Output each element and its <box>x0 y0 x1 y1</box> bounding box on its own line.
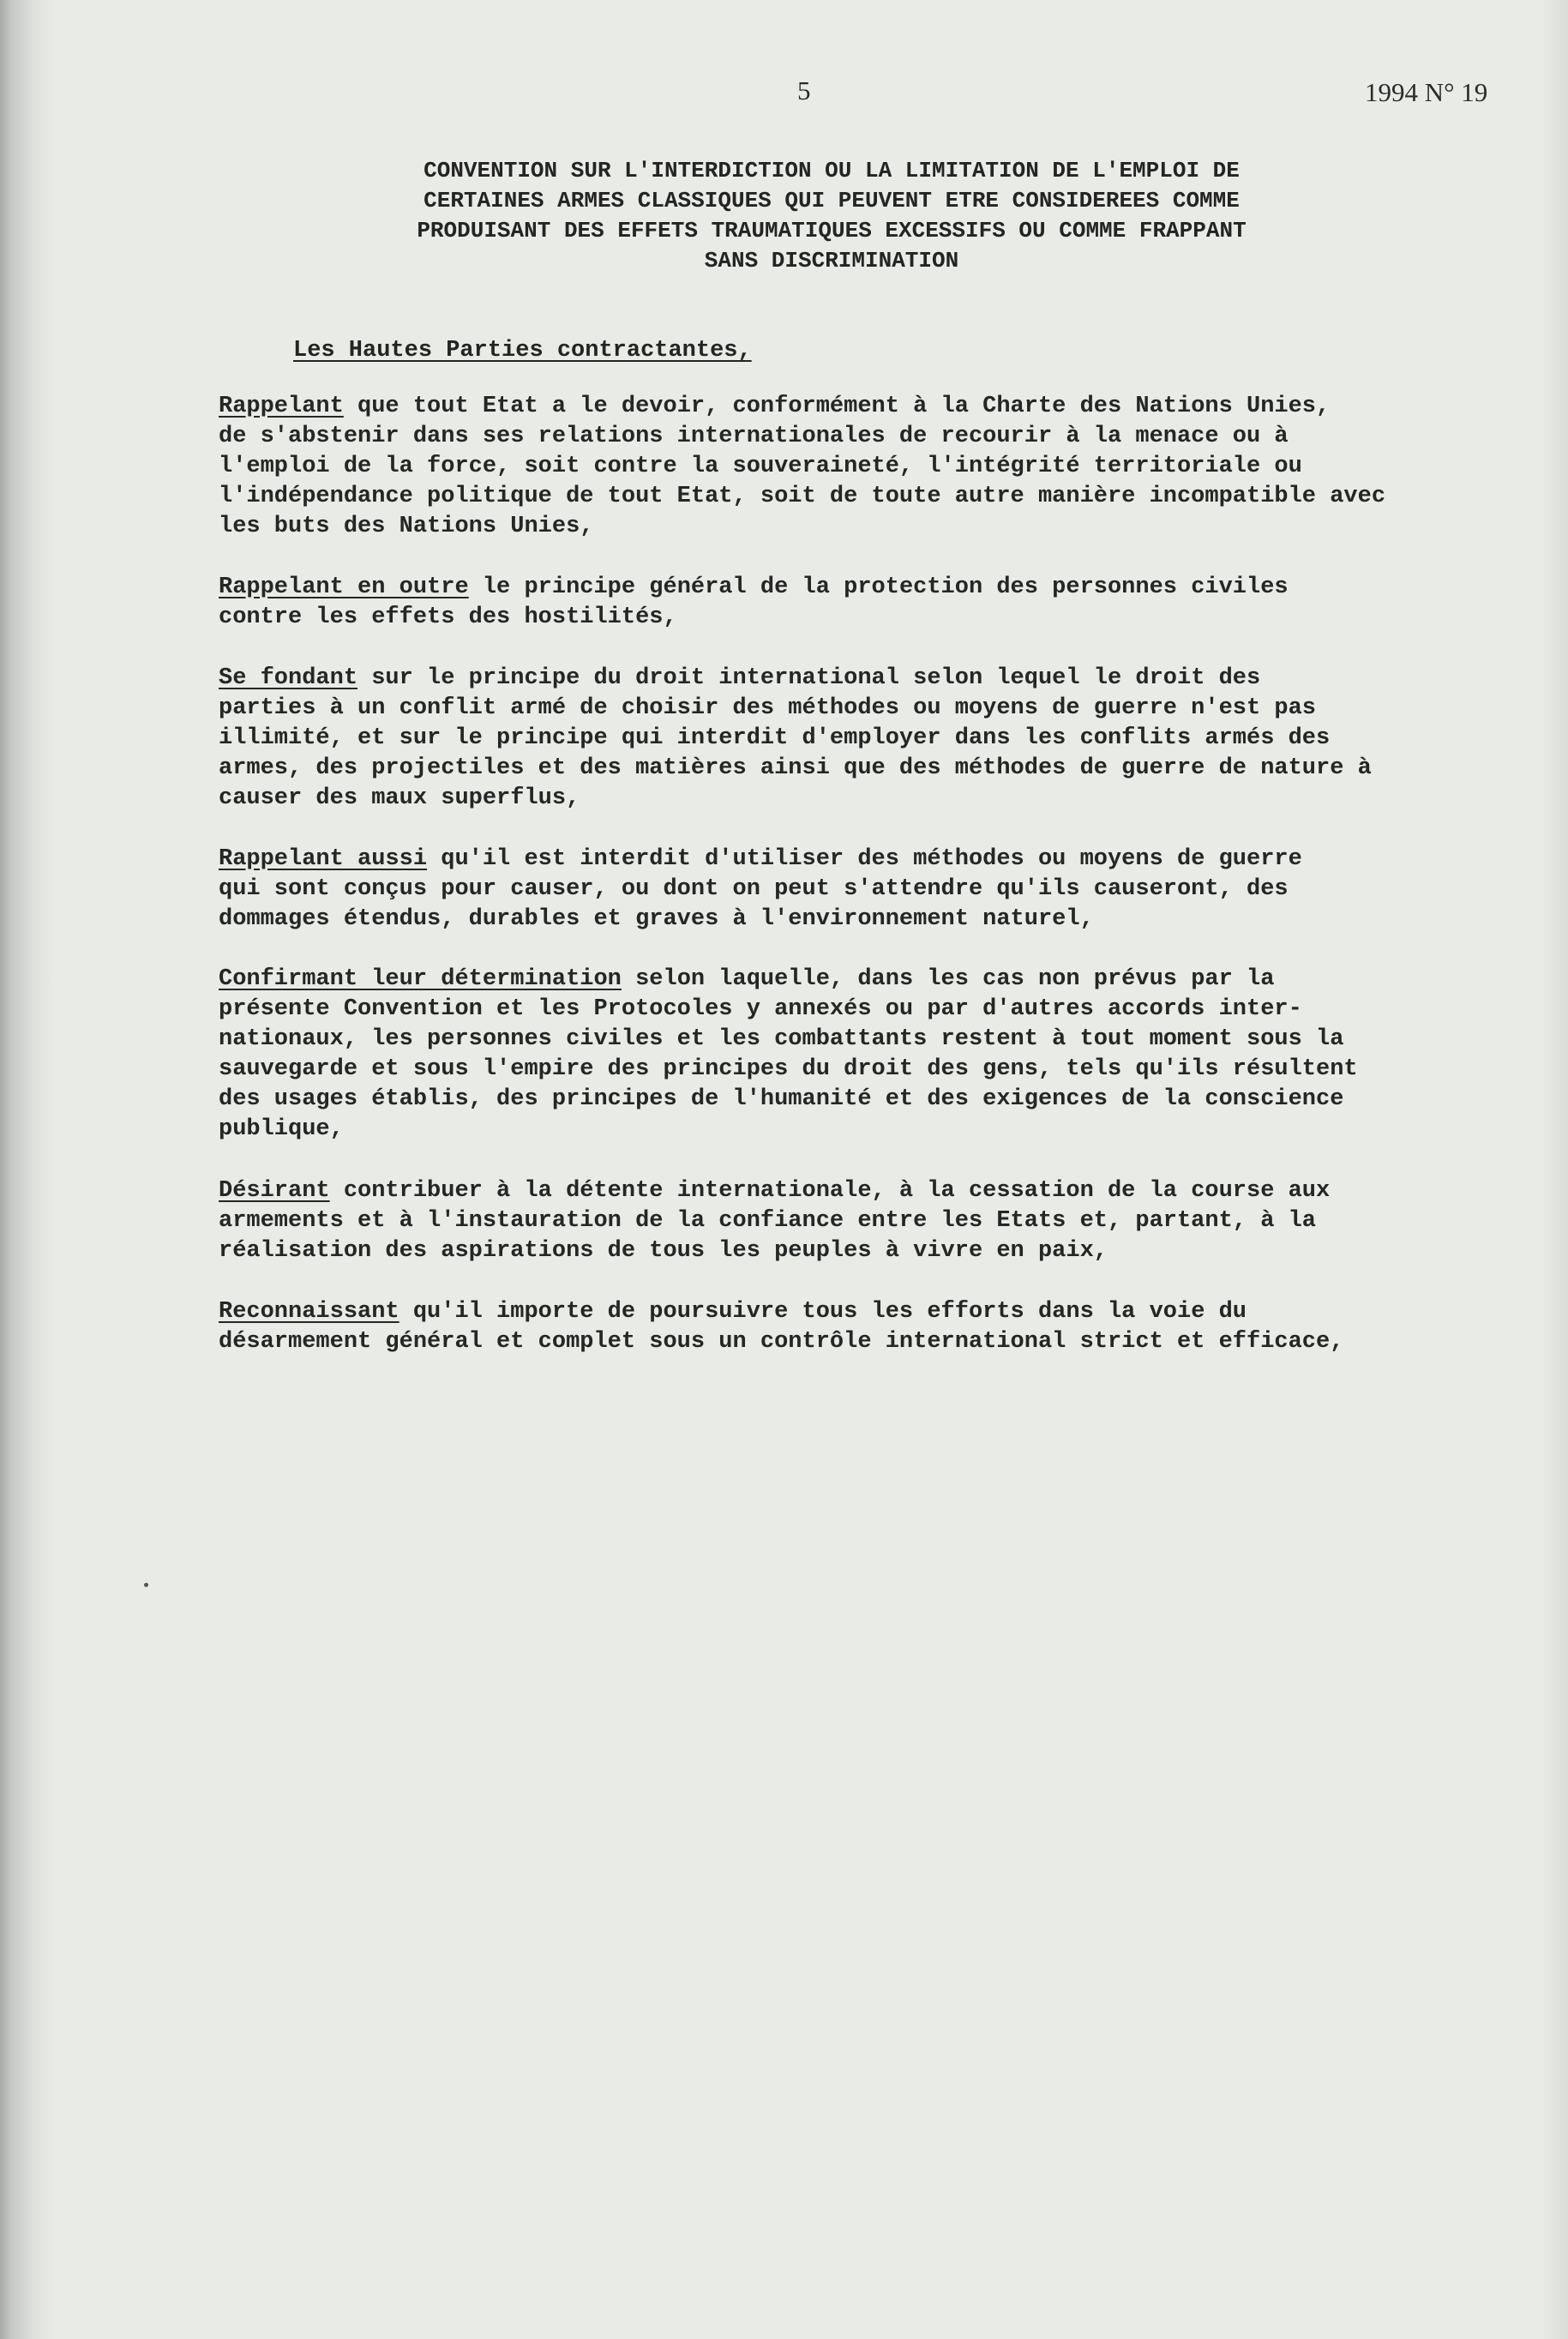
paragraph-lead: Confirmant leur détermination <box>219 966 622 992</box>
document-reference: 1994 N° 19 <box>1365 77 1488 107</box>
paragraph-lead: Désirant <box>219 1178 330 1204</box>
convention-title: CONVENTION SUR L'INTERDICTION OU LA LIMITATION DE L'EMPLOI DE CERTAINES ARMES CLASSIQUES QUI PEUVENT ETRE CONSIDEREES COMME PRODUISANT DES EFFETS TRAUMATIQUES EXCESSIFS OU COMME FRAPPANT SANS DISCRIMINATION <box>417 158 1247 274</box>
paragraph-lead: Rappelant aussi <box>219 846 428 872</box>
preamble-paragraph-5 <box>219 965 1470 1145</box>
paragraph-lead: Rappelant <box>219 394 344 419</box>
scan-right-shade <box>1542 0 1568 2339</box>
paragraph-lead: Se fondant <box>219 665 358 691</box>
paragraph-text: selon laquelle, dans les cas non prévus par la présente Convention et les Protocoles y annexés ou par d'autres accords inter- nationaux, les personnes civiles et les combattants restent à tout moment sous la sauvegarde et sous l'empire des principes du droit des gens, tels qu'ils résultent des usages établis, des principes de l'humanité et des exigences de la conscience publique, <box>219 966 1358 1142</box>
page-number: 5 <box>797 75 811 105</box>
paragraph-lead: Rappelant en outre <box>219 574 469 600</box>
preamble-paragraph-3 <box>219 664 1470 814</box>
paragraph-text: contribuer à la détente internationale, à la cessation de la course aux armements et à l'instauration de la confiance entre les Etats et, partant, à la réalisation des aspirations de tous les peuples à vivre en paix, <box>219 1178 1331 1264</box>
paragraph-text: qu'il importe de poursuivre tous les efforts dans la voie du désarmement général et complet sous un contrôle international strict et efficace, <box>219 1299 1344 1355</box>
preamble-paragraph-6 <box>219 1176 1470 1266</box>
paragraph-text: sur le principe du droit international selon lequel le droit des parties à un conflit armé de choisir des méthodes ou moyens de guerre n'est pas illimité, et sur le principe qui interdit d'employer dans les conflits armés des armes, des projectiles et des matières ainsi que des méthodes de guerre de nature à causer des maux superflus, <box>219 665 1372 811</box>
preamble-paragraph-2 <box>219 573 1470 633</box>
paragraph-lead: Reconnaissant <box>219 1299 400 1325</box>
paragraph-text: qu'il est interdit d'utiliser des méthodes ou moyens de guerre qui sont conçus pour causer, ou dont on peut s'attendre qu'ils causeront, des dommages étendus, durables et graves à l'environnement naturel, <box>219 846 1302 932</box>
preamble-paragraph-7 <box>219 1297 1470 1357</box>
scan-speck <box>144 1583 148 1587</box>
preamble-paragraph-1 <box>219 392 1470 542</box>
preamble-paragraph-4 <box>219 845 1470 935</box>
contracting-parties-heading: Les Hautes Parties contractantes, <box>293 338 752 364</box>
paragraph-text: le principe général de la protection des personnes civiles contre les effets des hostilités, <box>219 574 1289 630</box>
scan-binding-edge <box>0 0 53 2339</box>
paragraph-text: que tout Etat a le devoir, conformément à la Charte des Nations Unies, de s'abstenir dans ses relations internationales de recourir à la menace ou à l'emploi de la force, soit contre la souveraineté, l'intégrité territoriale ou l'indépendance politique de tout Etat, soit de toute autre manière incompatible avec les buts des Nations Unies, <box>219 394 1386 539</box>
